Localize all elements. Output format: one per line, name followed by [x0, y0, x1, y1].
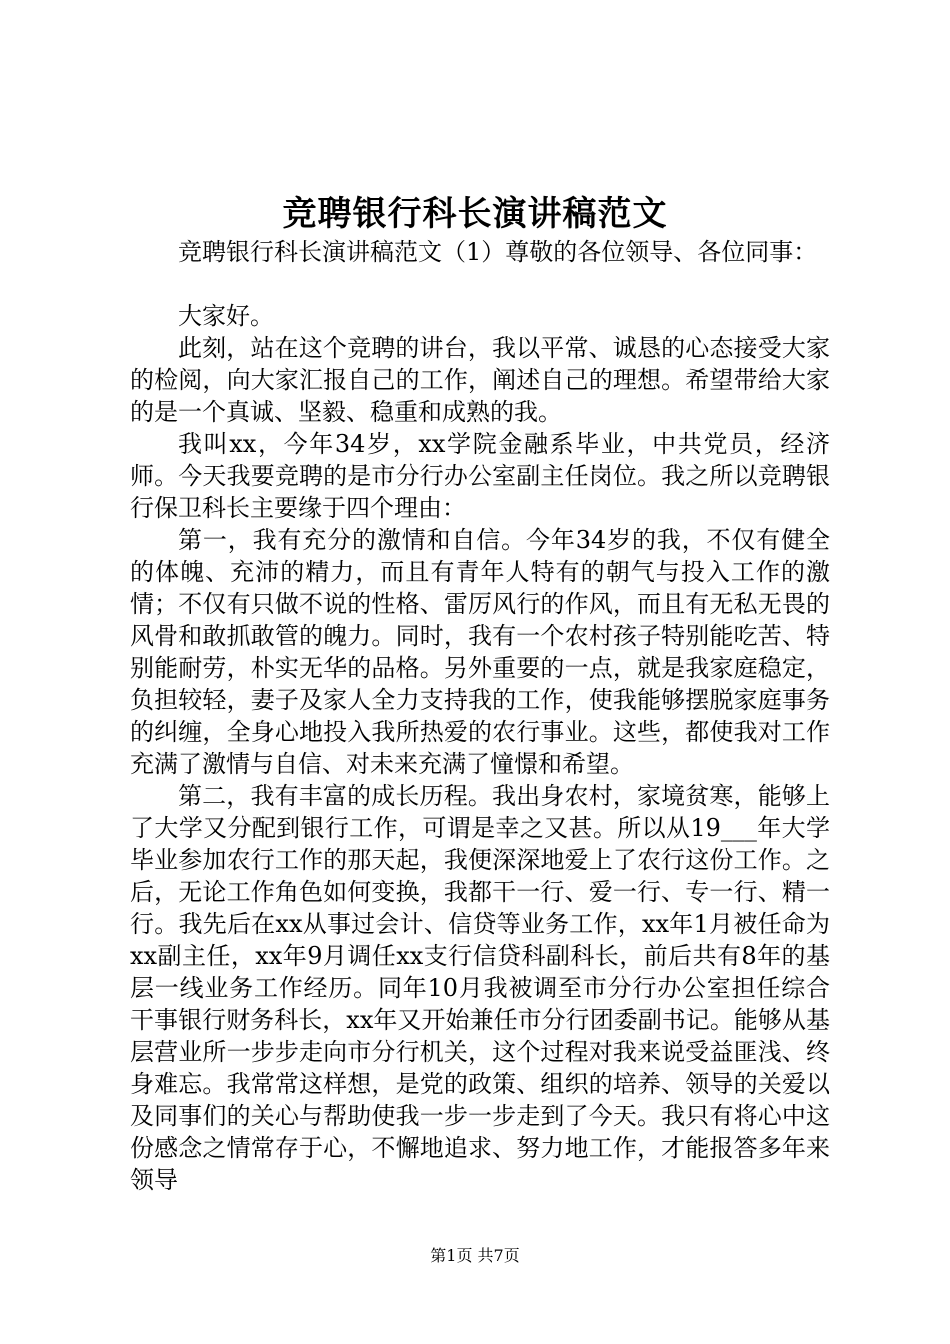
paragraph-reason-one: 第一，我有充分的激情和自信。今年34岁的我，不仅有健全的体魄、充沛的精力，而且有青年人特有的朝气与投入工作的激情；不仅有只做不说的性格、雷厉风行的作风，而且有无私无畏的风骨和敢抓敢管的魄力。同时，我有一个农村孩子特别能吃苦、特别能耐劳，朴实无华的品格。另外重要的一点，就是我家庭稳定，负担较轻，妻子及家人全力支持我的工作，使我能够摆脱家庭事务的纠缠，全身心地投入我所热爱的农行事业。这些，都使我对工作充满了激情与自信、对未来充满了憧憬和希望。	[130, 526, 830, 778]
document-body	[130, 236, 830, 1196]
paragraph-greeting: 大家好。	[178, 302, 274, 330]
paragraph-self-introduction: 我叫xx，今年34岁，xx学院金融系毕业，中共党员，经济师。今天我要竞聘的是市分行办公室副主任岗位。我之所以竞聘银行保卫科长主要缘于四个理由：	[130, 430, 830, 522]
paragraph-reason-two: 第二，我有丰富的成长历程。我出身农村，家境贫寒，能够上了大学又分配到银行工作，可谓是幸之又甚。所以从19___年大学毕业参加农行工作的那天起，我便深深地爱上了农行这份工作。之后，无论工作角色如何变换，我都干一行、爱一行、专一行、精一行。我先后在xx从事过会计、信贷等业务工作，xx年1月被任命为xx副主任，xx年9月调任xx支行信贷科副科长，前后共有8年的基层一线业务工作经历。同年10月我被调至市分行办公室担任综合干事银行财务科长，xx年又开始兼任市分行团委副书记。能够从基层营业所一步步走向市分行机关，这个过程对我来说受益匪浅、终身难忘。我常常这样想，是党的政策、组织的培养、领导的关爱以及同事们的关心与帮助使我一步一步走到了今天。我只有将心中这份感念之情常存于心，不懈地追求、努力地工作，才能报答多年来领导	[130, 782, 830, 1194]
document-title: 竞聘银行科长演讲稿范文	[282, 194, 668, 234]
paragraph-salutation: 竞聘银行科长演讲稿范文（1）尊敬的各位领导、各位同事：	[178, 238, 818, 266]
page-number-footer: 第1页 共7页	[430, 1246, 520, 1265]
paragraph-intro: 此刻，站在这个竞聘的讲台，我以平常、诚恳的心态接受大家的检阅，向大家汇报自己的工作，阐述自己的理想。希望带给大家的是一个真诚、坚毅、稳重和成熟的我。	[130, 334, 830, 426]
paragraph-gap	[130, 268, 830, 300]
